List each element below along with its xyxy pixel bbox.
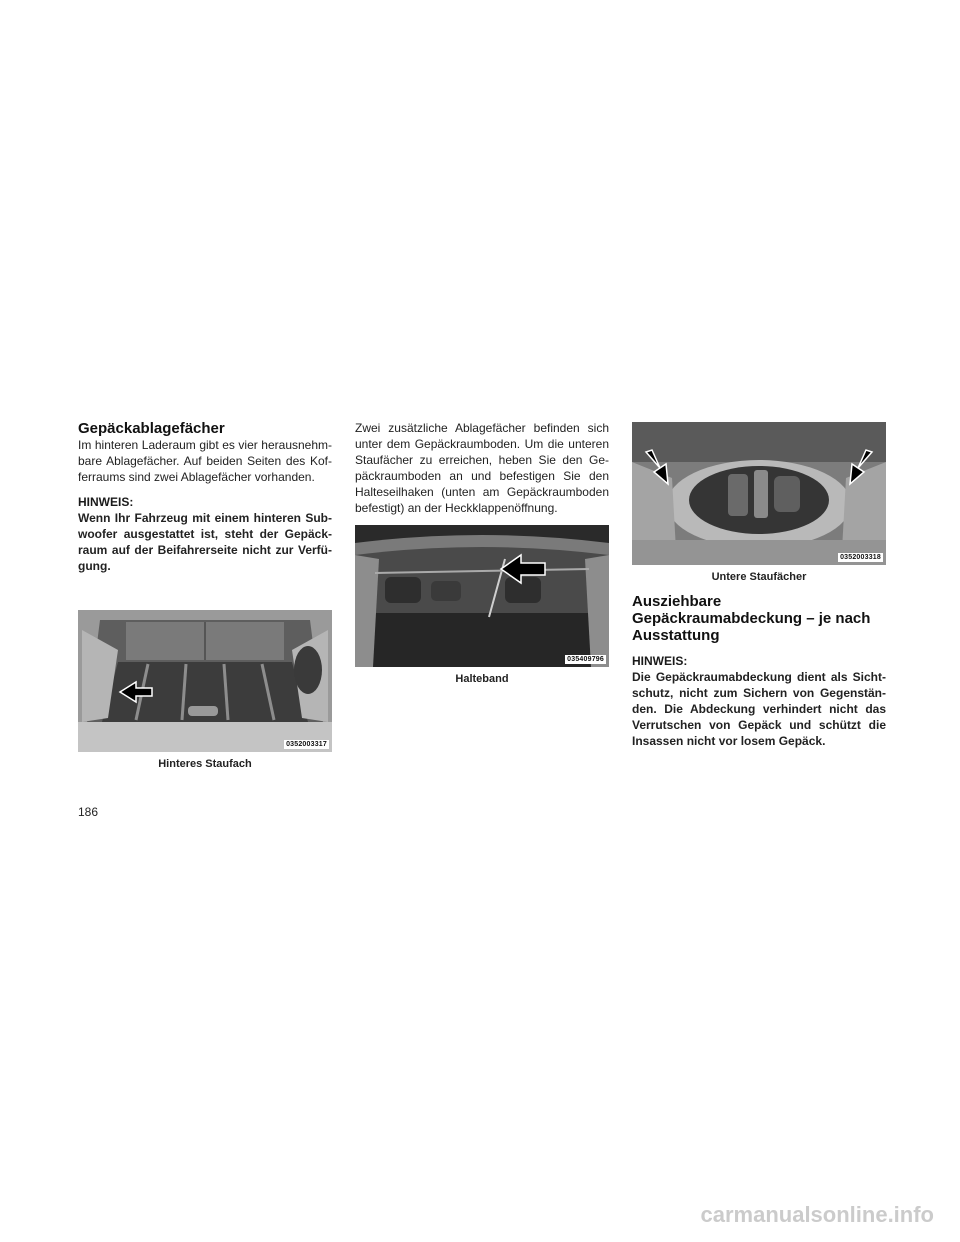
figure-code: 0352003317 [286,741,327,748]
column-right [632,422,886,749]
note-label: HINWEIS: [78,495,134,509]
watermark: carmanualsonline.info [700,1202,934,1227]
page-number: 186 [78,805,99,819]
figure-caption: Hinteres Staufach [158,758,252,770]
figure-caption: Halteband [455,673,509,685]
column-left [78,420,332,770]
note-text: Wenn Ihr Fahrzeug mit einem hinteren Sub-woofer ausgestattet ist, steht der Gepäck-raum auf der Beifahrerseite nicht zur Verfü-gung. [78,511,332,573]
tether-strap-photo [355,525,609,667]
figure-code: 0352003318 [840,554,881,561]
section-heading-cargo-cover: Ausziehbare Gepäckraumabdeckung – je nach Ausstattung [632,593,871,644]
section-heading-storage: Gepäckablagefächer [78,420,225,437]
figure-caption: Untere Staufächer [711,571,807,583]
note-text: Die Gepäckraumabdeckung dient als Sicht-schutz, nicht zum Sichern von Gegenstän-den. Die Abdeckung verhindert nicht das Verrutschen von Gepäck und schützt die Insassen nicht vor losem Gepäck. [632,670,886,748]
intro-paragraph: Im hinteren Laderaum gibt es vier herausnehm-bare Ablagefächer. Auf beiden Seiten des Kof-ferraums sind zwei Ablagefächer vorhanden. [78,438,332,484]
figure-code: 035409796 [567,656,604,663]
lower-storage-paragraph: Zwei zusätzliche Ablagefächer befinden sich unter dem Gepäckraumboden. Um die unteren Staufächer zu erreichen, heben Sie den Ge-päckraumboden an und befestigen Sie den Halteseilhaken (unten am Gepäckraumboden befestigt) an der Heckklappenöffnung. [355,421,609,515]
rear-storage-photo [78,610,332,752]
column-middle [355,420,609,685]
note-label: HINWEIS: [632,654,688,668]
lower-storage-photo [632,422,886,565]
